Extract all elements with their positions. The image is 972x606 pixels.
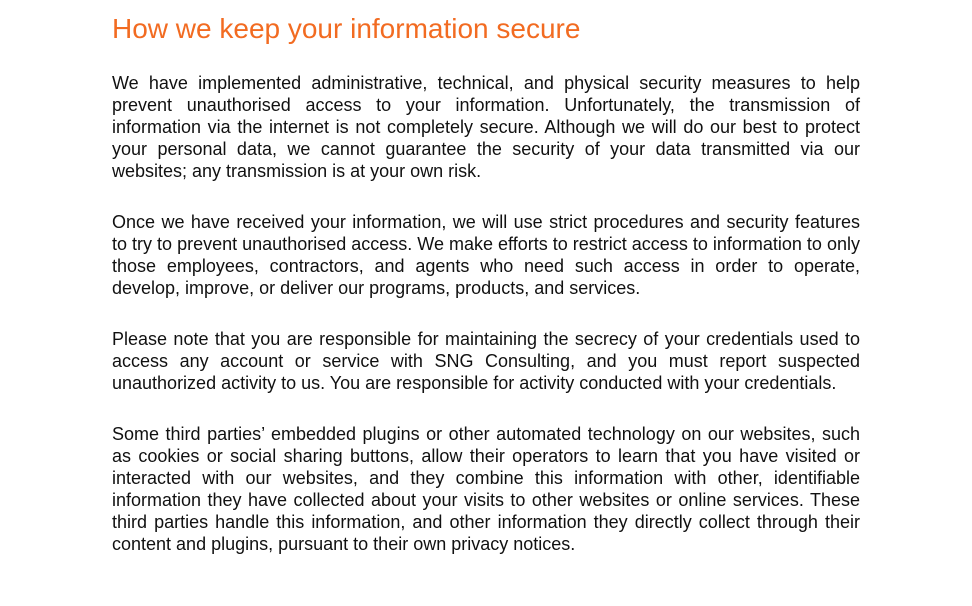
paragraph-access-procedures: Once we have received your information, we will use strict procedures and security features to try to prevent unauthorised access. We make efforts to restrict access to information to only those employees, contractors, and agents who need such access in order to operate, develop, improve, or deliver our programs, products, and services. [112, 212, 860, 298]
paragraph-security-measures: We have implemented administrative, technical, and physical security measures to help prevent unauthorised access to your information. Unfortunately, the transmission of information via the internet is not completely secure. Although we will do our best to protect your personal data, we cannot guarantee the security of your data transmitted via our websites; any transmission is at your own risk. [112, 73, 860, 181]
section-heading: How we keep your information secure [112, 13, 581, 44]
paragraph-credentials: Please note that you are responsible for maintaining the secrecy of your credentials used to access any account or service with SNG Consulting, and you must report suspected unauthorized activity to us. You are responsible for activity conducted with your credentials. [112, 329, 860, 393]
paragraph-third-parties: Some third parties’ embedded plugins or other automated technology on our websites, such as cookies or social sharing buttons, allow their operators to learn that you have visited or interacted with our websites, and they combine this information with other, identifiable information they have collected about your visits to other websites or online services. These third parties handle this information, and other information they directly collect through their content and plugins, pursuant to their own privacy notices. [112, 424, 860, 554]
